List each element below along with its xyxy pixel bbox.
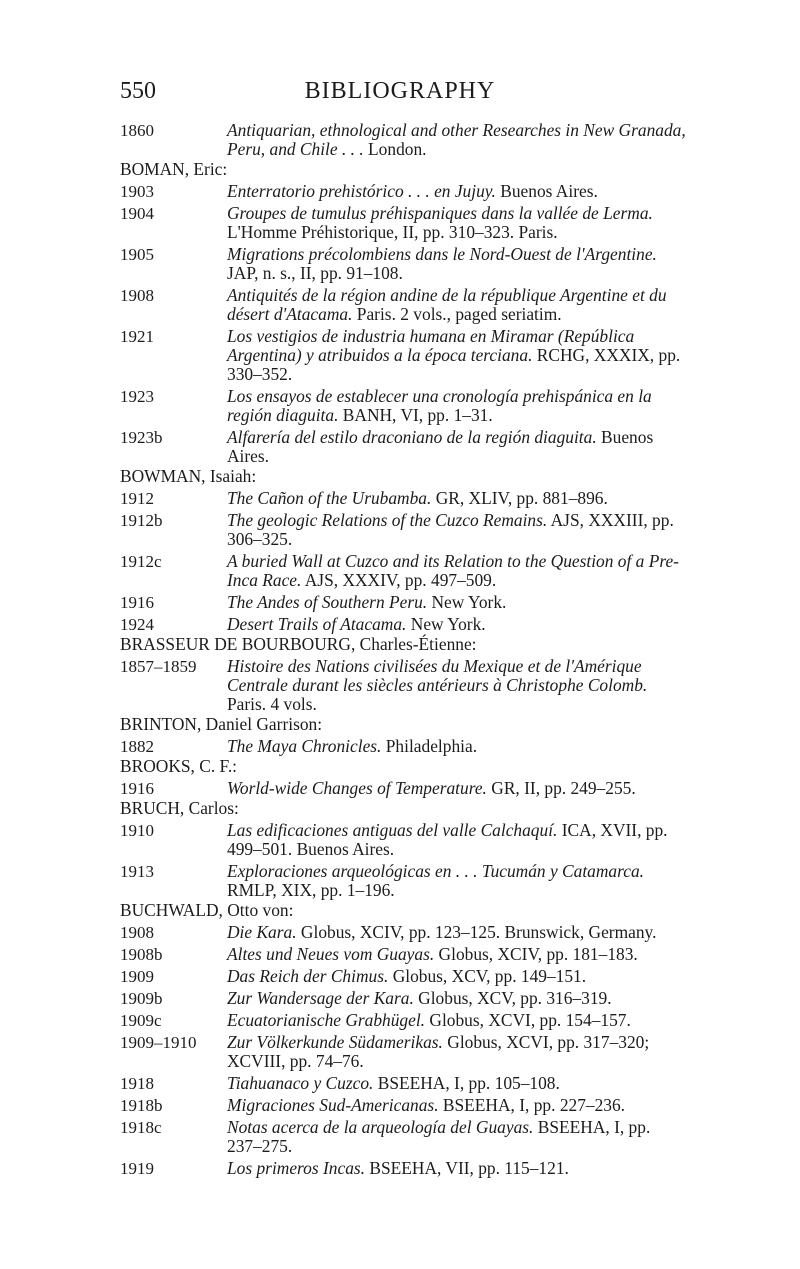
entry-title: Antiquités de la région andine de la république Argentine et du désert d'Atacama. <box>227 285 667 324</box>
entry-year: 1909–1910 <box>120 1033 197 1052</box>
bibliography-entry <box>120 552 686 590</box>
entry-year: 1860 <box>120 121 154 140</box>
entry-year: 1912b <box>120 511 163 530</box>
bibliography-entry <box>120 1011 686 1030</box>
entry-year: 1904 <box>120 204 154 223</box>
entry-citation: Globus, XCV, pp. 316–319. <box>413 988 612 1008</box>
entry-year: 1909c <box>120 1011 162 1030</box>
bibliography-entry <box>120 967 686 986</box>
entry-year: 1918c <box>120 1118 162 1137</box>
entry-title: Antiquarian, ethnological and other Researches in New Granada, Peru, and Chile . . . <box>227 120 686 159</box>
entry-year: 1912 <box>120 489 154 508</box>
author-heading: BOMAN, Eric: <box>120 159 228 179</box>
entry-title: Notas acerca de la arqueología del Guayas. <box>227 1117 534 1137</box>
entry-citation: RMLP, XIX, pp. 1–196. <box>227 880 395 900</box>
entry-title: Migraciones Sud-Americanas. <box>227 1095 439 1115</box>
bibliography-entry <box>120 821 686 859</box>
entry-citation: GR, XLIV, pp. 881–896. <box>431 488 608 508</box>
page-number: 550 <box>120 78 156 104</box>
entry-year: 1909b <box>120 989 163 1008</box>
entry-title: Histoire des Nations civilisées du Mexique et de l'Amérique Centrale durant les siècles antérieurs à Christophe Colomb. <box>227 656 648 695</box>
entry-citation: London. <box>363 139 427 159</box>
bibliography-entry <box>120 1118 686 1156</box>
page-title: BIBLIOGRAPHY <box>304 78 496 104</box>
bibliography-entry <box>120 615 686 634</box>
entry-year: 1908 <box>120 286 154 305</box>
entry-title: Las edificaciones antiguas del valle Calchaquí. <box>227 820 558 840</box>
entry-year: 1903 <box>120 182 154 201</box>
entry-title: Migrations précolombiens dans le Nord-Ouest de l'Argentine. <box>227 244 657 264</box>
entry-citation: Globus, XCIV, pp. 181–183. <box>434 944 638 964</box>
entry-citation: AJS, XXXIV, pp. 497–509. <box>301 570 497 590</box>
entry-title: Los ensayos de establecer una cronología prehispánica en la región diaguita. <box>227 386 652 425</box>
author-heading: BRASSEUR DE BOURBOURG, Charles-Étienne: <box>120 634 477 654</box>
bibliography-entry <box>120 428 686 466</box>
entry-title: World-wide Changes of Temperature. <box>227 778 487 798</box>
bibliography-entry <box>120 945 686 964</box>
entry-title: Alfarería del estilo draconiano de la región diaguita. <box>227 427 597 447</box>
entry-year: 1882 <box>120 737 154 756</box>
bibliography-entry <box>120 286 686 324</box>
entry-year: 1919 <box>120 1159 154 1178</box>
bibliography-entry <box>120 1096 686 1115</box>
bibliography-entry <box>120 204 686 242</box>
entry-year: 1913 <box>120 862 154 881</box>
entry-citation: GR, II, pp. 249–255. <box>486 778 636 798</box>
entry-year: 1918 <box>120 1074 154 1093</box>
entry-title: Desert Trails of Atacama. <box>227 614 407 634</box>
bibliography-entry <box>120 387 686 425</box>
entry-year: 1905 <box>120 245 154 264</box>
bibliography-entry <box>120 182 686 201</box>
entry-title: The Maya Chronicles. <box>227 736 382 756</box>
entry-citation: Globus, XCV, pp. 149–151. <box>388 966 587 986</box>
bibliography-entry <box>120 862 686 900</box>
entry-citation: Buenos Aires. <box>495 181 598 201</box>
entry-title: The geologic Relations of the Cuzco Remains. <box>227 510 548 530</box>
entry-title: Altes und Neues vom Guayas. <box>227 944 435 964</box>
entry-title: Tiahuanaco y Cuzco. <box>227 1073 374 1093</box>
entry-year: 1923b <box>120 428 163 447</box>
entry-citation: BSEEHA, I, pp. 105–108. <box>373 1073 560 1093</box>
entry-citation: JAP, n. s., II, pp. 91–108. <box>227 263 403 283</box>
author-heading: BRUCH, Carlos: <box>120 798 239 818</box>
entry-citation: ICA, XVII, pp. 499–501. Buenos Aires. <box>227 820 668 859</box>
entry-title: A buried Wall at Cuzco and its Relation to the Question of a Pre-Inca Race. <box>227 551 679 590</box>
entry-year: 1916 <box>120 593 154 612</box>
entry-year: 1912c <box>120 552 162 571</box>
page-header <box>0 78 800 110</box>
bibliography-entry <box>120 327 686 384</box>
entry-citation: BSEEHA, I, pp. 227–236. <box>438 1095 626 1115</box>
bibliography-list <box>120 118 686 1178</box>
entry-citation: Globus, XCVI, pp. 317–320; XCVIII, pp. 74–76. <box>227 1032 650 1071</box>
entry-year: 1918b <box>120 1096 163 1115</box>
entry-citation: Philadelphia. <box>381 736 478 756</box>
entry-title: Die Kara. <box>227 922 297 942</box>
entry-citation: RCHG, XXXIX, pp. 330–352. <box>227 345 681 384</box>
bibliography-entry <box>120 593 686 612</box>
author-heading: BROOKS, C. F.: <box>120 756 237 776</box>
entry-year: 1909 <box>120 967 154 986</box>
entry-citation: Paris. 2 vols., paged seriatim. <box>352 304 562 324</box>
bibliography-entry <box>120 1159 686 1178</box>
author-heading: BUCHWALD, Otto von: <box>120 900 294 920</box>
entry-year: 1921 <box>120 327 154 346</box>
entry-title: Los vestigios de industria humana en Miramar (República Argentina) y atribuidos a la época terciana. <box>227 326 635 365</box>
bibliography-entry <box>120 779 686 798</box>
entry-citation: Globus, XCVI, pp. 154–157. <box>425 1010 631 1030</box>
entry-title: Exploraciones arqueológicas en . . . Tucumán y Catamarca. <box>227 861 645 881</box>
entry-citation: AJS, XXXIII, pp. 306–325. <box>227 510 674 549</box>
entry-year: 1924 <box>120 615 154 634</box>
entry-citation: New York. <box>406 614 486 634</box>
entry-title: Groupes de tumulus préhispaniques dans la vallée de Lerma. <box>227 203 653 223</box>
entry-citation: L'Homme Préhistorique, II, pp. 310–323. Paris. <box>227 222 558 242</box>
entry-citation: BSEEHA, VII, pp. 115–121. <box>365 1158 569 1178</box>
entry-title: The Andes of Southern Peru. <box>227 592 428 612</box>
entry-year: 1908 <box>120 923 154 942</box>
entry-title: Zur Wandersage der Kara. <box>227 988 414 1008</box>
entry-year: 1857–1859 <box>120 657 197 676</box>
entry-year: 1923 <box>120 387 154 406</box>
entry-title: Das Reich der Chimus. <box>227 966 389 986</box>
entry-citation: BANH, VI, pp. 1–31. <box>338 405 493 425</box>
entry-citation: BSEEHA, I, pp. 237–275. <box>227 1117 651 1156</box>
entry-citation: Buenos Aires. <box>227 427 654 466</box>
bibliography-entry <box>120 121 686 159</box>
entry-title: Los primeros Incas. <box>227 1158 366 1178</box>
bibliography-entry <box>120 989 686 1008</box>
entry-title: The Cañon of the Urubamba. <box>227 488 432 508</box>
entry-citation: Paris. 4 vols. <box>227 694 317 714</box>
bibliography-entry <box>120 737 686 756</box>
entry-citation: Globus, XCIV, pp. 123–125. Brunswick, Germany. <box>296 922 657 942</box>
bibliography-entry <box>120 511 686 549</box>
entry-title: Enterratorio prehistórico . . . en Jujuy. <box>227 181 496 201</box>
entry-citation: New York. <box>427 592 507 612</box>
entry-year: 1908b <box>120 945 163 964</box>
bibliography-entry <box>120 489 686 508</box>
entry-title: Ecuatorianische Grabhügel. <box>227 1010 426 1030</box>
author-heading: BOWMAN, Isaiah: <box>120 466 257 486</box>
entry-title: Zur Völkerkunde Südamerikas. <box>227 1032 443 1052</box>
entry-year: 1916 <box>120 779 154 798</box>
author-heading: BRINTON, Daniel Garrison: <box>120 714 323 734</box>
bibliography-entry <box>120 923 686 942</box>
bibliography-entry <box>120 1033 686 1071</box>
bibliography-entry <box>120 1074 686 1093</box>
entry-year: 1910 <box>120 821 154 840</box>
bibliography-entry <box>120 245 686 283</box>
bibliography-entry <box>120 657 686 714</box>
